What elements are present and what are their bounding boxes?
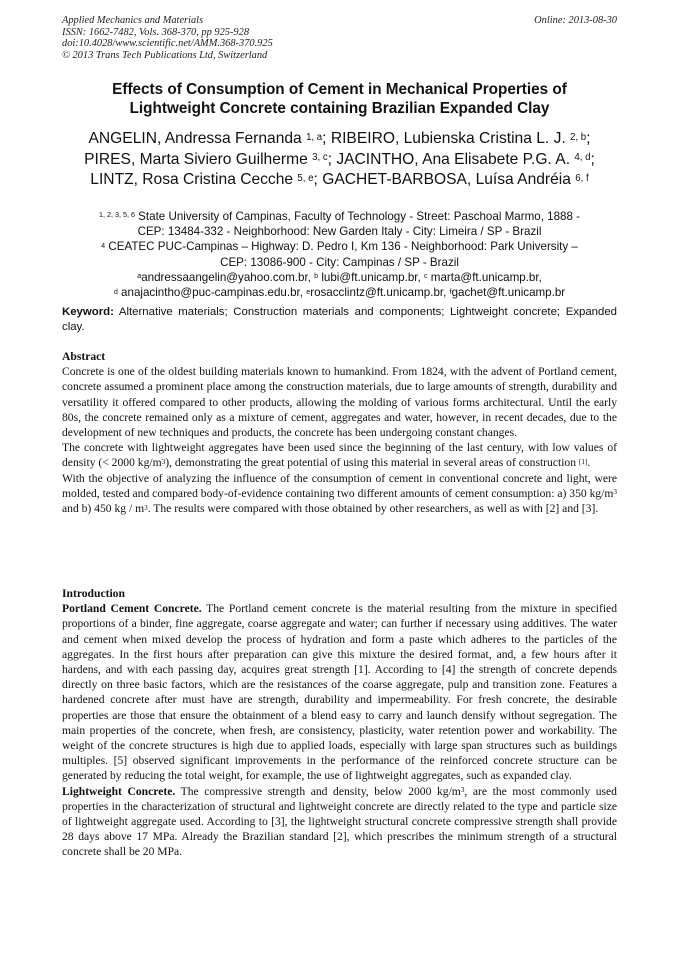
author-name: ; RIBEIRO, Lubienska Cristina L. J. [322, 130, 571, 147]
title-line-1: Effects of Consumption of Cement in Mechanical Properties of [112, 81, 567, 98]
introduction-section [62, 586, 617, 860]
affiliation-sup: 4 [101, 240, 106, 250]
superscript: 3 [613, 488, 617, 497]
abstract-paragraph-2 [62, 440, 617, 470]
affiliation-line-3 [62, 239, 617, 254]
doi-line: doi:10.4028/www.scientific.net/AMM.368-370.925 [62, 38, 273, 50]
email-line-2 [62, 285, 617, 300]
runin-heading: Portland Cement Concrete. [62, 602, 202, 616]
email-sup: e [306, 286, 311, 296]
affiliation-sup: 1, 2, 3, 5, 6 [98, 210, 135, 220]
keywords [62, 305, 617, 334]
runin-heading: Lightweight Concrete. [62, 784, 176, 798]
issn-line: ISSN: 1662-7482, Vols. 368-370, pp 925-928 [62, 26, 250, 38]
keywords-text: Alternative materials; Construction materials and components; Lightweight concrete; Expanded clay. [62, 306, 617, 333]
author-name: ANGELIN, Andressa Fernanda [88, 130, 307, 147]
title-line-2: Lightweight Concrete containing Brazilian Expanded Clay [129, 100, 550, 117]
author-name: ; GACHET-BARBOSA, Luísa Andréia [313, 171, 576, 188]
email-link[interactable]: rosacclintz@ft.unicamp.br, [310, 286, 450, 300]
author-line-2 [62, 150, 617, 171]
text: With the objective of analyzing the influence of the consumption of cement in conventional concrete and light, were molded, tested and compared body-of-evidence containing two different amounts of cement consumption: a) 350 kg/m [62, 471, 617, 500]
author-separator: ; [590, 150, 595, 168]
author-separator: ; [586, 130, 591, 147]
author-line-1 [62, 129, 617, 150]
affiliation-line-1 [62, 209, 617, 224]
text: The Portland cement concrete is the material resulting from the mixture in specified proportions of a binder, fine aggregate, coarse aggregate and water; can further if necessary using additives. The water and cement when mixed develop the process of hydration and form a paste which adheres to the particles of the aggregates. In the first hours after preparation can give this mixture the desired format, and, a few hours after it hardens, and with each passing day, acquires great strength [1]. According to [4] the strength of concrete depends directly on three basic factors, which are the resistances of the coarse aggregate, pulp and transition zone. Features a hardened concrete after must have are strength, durability and impermeability. For fresh concrete, the desirable properties are those that ensure the obtainment of a blend easy to carry and launch densify without segregation. The main properties of the concrete, when fresh, are consistency, plasticity, water retention power and workability. The weight of the concrete structures is high due to applied loads, especially with large span structures such as buildings multiples. [5] observed significant improvements in the performance of the reinforced concrete structure can be generated by reducing the total weight, for example, the use of lightweight aggregates, such as expanded clay. [62, 602, 617, 783]
abstract-section [62, 349, 617, 516]
email-sup: f [449, 286, 452, 296]
author-affil-sup: 1, a [306, 131, 323, 143]
text: . [587, 456, 591, 470]
intro-paragraph-2 [62, 784, 617, 860]
email-link[interactable]: andressaangelin@yahoo.com.br, [141, 270, 315, 284]
affiliation-text: CEATEC PUC-Campinas – Highway: D. Pedro I, Km 136 - Neighborhood: Park University – [105, 240, 578, 254]
text: , are the most commonly used properties in the characterization of structural and lightweight concrete are directly related to the type and particle size of lightweight aggregate used. According to [3], the lightweight structural concrete compressive strength shall provide 28 days above 17 MPa. Already the Brazilian standard [2], which prescribes the minimum strength of a structural concrete shall be 20 MPa. [62, 784, 617, 859]
author-affil-sup: 2, b [570, 131, 587, 143]
author-list [62, 129, 617, 191]
affiliation-text: State University of Campinas, Faculty of Technology - Street: Paschoal Marmo, 1888 - [134, 210, 581, 223]
text: The concrete with lightweight aggregates have been used since the beginning of the last century, with low values of density (< 2000 kg/m [62, 441, 617, 470]
online-date: Online: 2013-08-30 [534, 15, 617, 26]
email-sup: a [137, 271, 142, 281]
superscript: 3 [161, 457, 166, 466]
author-name: LINTZ, Rosa Cristina Cecche [90, 171, 298, 188]
email-sup: c [423, 271, 428, 281]
email-line-1 [62, 270, 617, 285]
abstract-paragraph-1: Concrete is one of the oldest building materials known to humankind. From 1824, with the advent of Portland cement, concrete assumed a prominent place among the construction materials, due to large amounts of strength, durability and versatility it offered compared to other products, allowing the molding of various forms architectural. Until the early 80s, the concrete remained only as a mixture of cement, aggregates and water, however, in recent decades, due to the development of new techniques and products, the concrete has been undergoing constant changes. [62, 365, 617, 440]
copyright-line: © 2013 Trans Tech Publications Ltd, Switzerland [62, 49, 268, 61]
text: and b) 450 kg / m [62, 502, 145, 516]
text: ), demonstrating the great potential of using this material in several areas of construction [165, 456, 579, 470]
author-line-3 [62, 170, 617, 191]
author-affil-sup: 5, e [297, 172, 314, 184]
email-link[interactable]: lubi@ft.unicamp.br, [318, 270, 424, 284]
superscript: 3 [460, 786, 465, 795]
email-sup: d [113, 286, 118, 296]
abstract-heading: Abstract [62, 350, 106, 363]
superscript: 3 [144, 503, 148, 512]
paper-title [62, 80, 617, 118]
author-affil-sup: 3, c [312, 152, 328, 164]
journal-name: Applied Mechanics and Materials [62, 15, 204, 26]
author-name: ; JACINTHO, Ana Elisabete P.G. A. [327, 150, 575, 168]
affiliations [62, 209, 617, 300]
text: . The results were compared with those obtained by other researchers, as well as with [2] and [3]. [147, 502, 599, 516]
keywords-label: Keyword: [62, 306, 114, 318]
citation-sup: [1] [578, 457, 588, 466]
intro-paragraph-1 [62, 601, 617, 783]
abstract-paragraph-3 [62, 471, 617, 517]
email-link[interactable]: gachet@ft.unicamp.br [451, 286, 566, 300]
email-sup: b [314, 271, 319, 281]
text: The compressive strength and density, below 2000 kg/m [175, 784, 461, 798]
author-name: PIRES, Marta Siviero Guilherme [84, 150, 313, 168]
email-link[interactable]: anajacintho@puc-campinas.edu.br, [117, 286, 307, 300]
author-affil-sup: 4, d [574, 152, 591, 164]
affiliation-line-2: CEP: 13484-332 - Neighborhood: New Garden Italy - City: Limeira / SP - Brazil [137, 225, 542, 239]
journal-header [62, 15, 617, 61]
affiliation-line-4: CEP: 13086-900 - City: Campinas / SP - Brazil [220, 255, 459, 269]
author-affil-sup: 6, f [575, 172, 589, 184]
introduction-heading: Introduction [62, 587, 125, 600]
email-link[interactable]: marta@ft.unicamp.br, [427, 270, 542, 284]
